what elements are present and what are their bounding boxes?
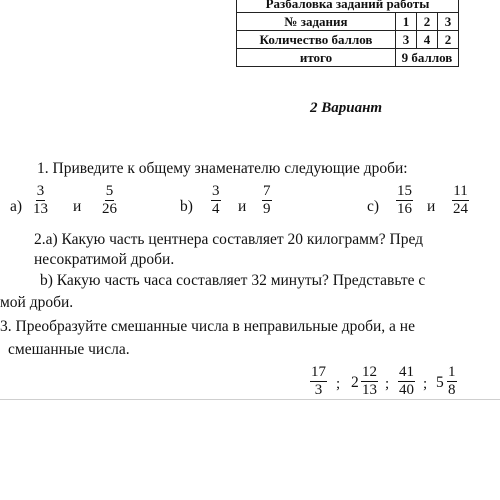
denominator: 13 bbox=[33, 201, 48, 217]
task1-c-label: c) bbox=[367, 198, 380, 215]
separator: ; bbox=[423, 376, 428, 392]
denominator: 26 bbox=[102, 201, 117, 217]
separator: ; bbox=[336, 376, 341, 392]
denominator: 13 bbox=[362, 382, 377, 398]
task2-b-line1: b) Какую часть часа составляет 32 минуты? Представьте с bbox=[40, 272, 426, 289]
denominator: 40 bbox=[399, 382, 414, 398]
fraction bbox=[398, 364, 415, 399]
numerator: 7 bbox=[263, 183, 271, 199]
table-cell: 1 bbox=[396, 13, 417, 31]
points-label: Количество баллов bbox=[237, 31, 396, 49]
numerator: 17 bbox=[311, 364, 326, 380]
numerator: 12 bbox=[362, 364, 377, 380]
whole-part: 5 bbox=[436, 374, 444, 391]
fraction bbox=[310, 364, 327, 399]
denominator: 8 bbox=[448, 382, 456, 398]
numerator: 3 bbox=[36, 183, 45, 199]
denominator: 3 bbox=[314, 382, 323, 398]
task2-b-line2: мой дроби. bbox=[0, 294, 74, 311]
whole-part: 2 bbox=[351, 374, 359, 391]
denominator: 9 bbox=[263, 201, 271, 217]
fraction bbox=[32, 183, 49, 218]
table-title-row bbox=[237, 0, 459, 13]
page-divider bbox=[0, 399, 500, 400]
table-cell: 2 bbox=[417, 13, 438, 31]
table-row bbox=[237, 31, 459, 49]
fraction bbox=[101, 183, 118, 218]
numerator: 11 bbox=[453, 183, 468, 199]
conjunction: и bbox=[73, 198, 82, 215]
conjunction: и bbox=[238, 198, 247, 215]
score-table bbox=[236, 0, 459, 67]
task3-line1: 3. Преобразуйте смешанные числа в неправильные дроби, а не bbox=[0, 318, 415, 335]
table-title: Разбаловка заданий работы bbox=[237, 0, 459, 13]
task2-a-line1: 2.а) Какую часть центнера составляет 20 килограмм? Пред bbox=[34, 231, 424, 248]
conjunction: и bbox=[427, 198, 436, 215]
fraction bbox=[262, 183, 272, 218]
task-number-label: № задания bbox=[237, 13, 396, 31]
fraction bbox=[447, 364, 457, 399]
task2-a-line2: несократимой дроби. bbox=[34, 251, 175, 268]
numerator: 3 bbox=[212, 183, 220, 199]
table-row bbox=[237, 49, 459, 67]
fraction bbox=[396, 183, 413, 218]
total-label: итого bbox=[237, 49, 396, 67]
separator: ; bbox=[385, 376, 390, 392]
numerator: 15 bbox=[397, 183, 412, 199]
task1-a-label: a) bbox=[10, 198, 23, 215]
numerator: 1 bbox=[448, 364, 456, 380]
numerator: 41 bbox=[399, 364, 414, 380]
table-cell: 2 bbox=[438, 31, 459, 49]
table-cell: 3 bbox=[396, 31, 417, 49]
denominator: 4 bbox=[212, 201, 220, 217]
task3-line2: смешанные числа. bbox=[8, 341, 130, 358]
fraction bbox=[452, 183, 469, 218]
numerator: 5 bbox=[105, 183, 114, 199]
table-row bbox=[237, 13, 459, 31]
table-cell: 4 bbox=[417, 31, 438, 49]
denominator: 24 bbox=[453, 201, 468, 217]
fraction bbox=[361, 364, 378, 399]
total-value: 9 баллов bbox=[396, 49, 459, 67]
denominator: 16 bbox=[397, 201, 412, 217]
fraction bbox=[211, 183, 221, 218]
variant-title: 2 Вариант bbox=[310, 100, 383, 116]
task1-b-label: b) bbox=[180, 198, 193, 215]
table-cell: 3 bbox=[438, 13, 459, 31]
task1-heading: 1. Приведите к общему знаменателю следующие дроби: bbox=[37, 160, 408, 177]
